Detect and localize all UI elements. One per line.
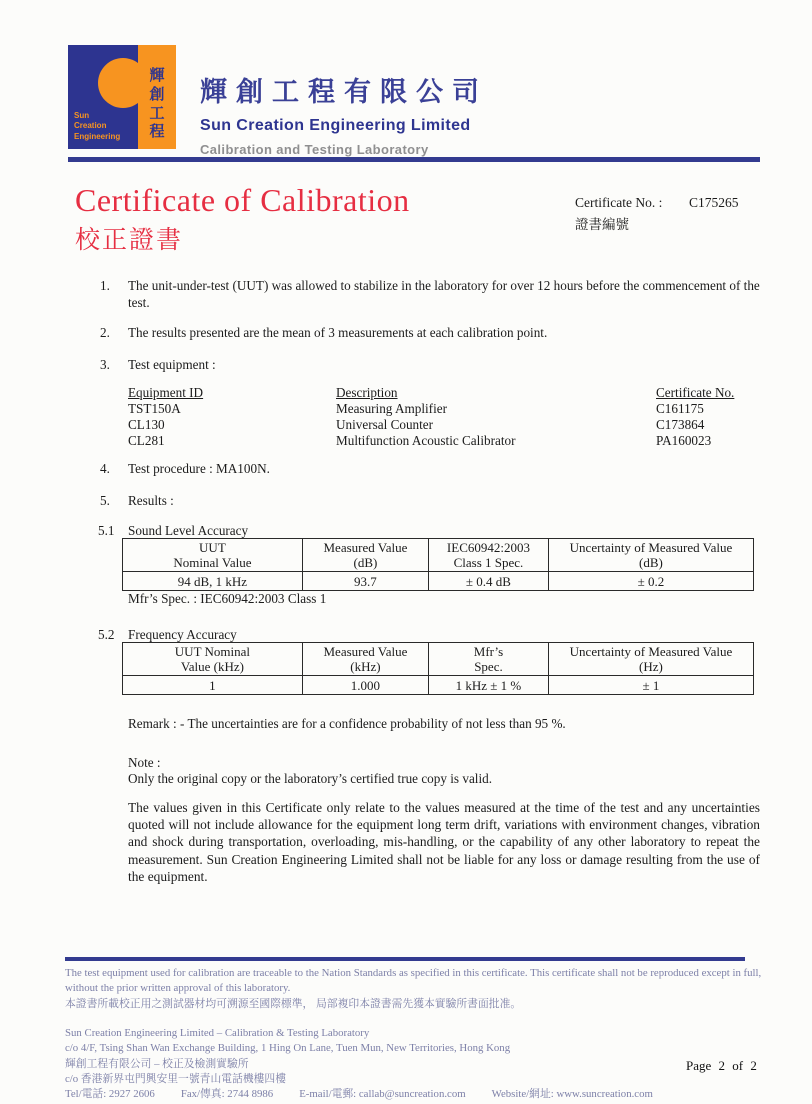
certificate-number-label-chinese: 證書編號 (575, 216, 629, 232)
equipment-table (128, 385, 760, 449)
item-text: Results : (128, 493, 174, 508)
col-header: Class 1 Spec. (453, 555, 524, 570)
item-number: 3. (100, 357, 110, 372)
equipment-description: Multifunction Acoustic Calibrator (336, 433, 516, 448)
company-logo (68, 45, 176, 149)
col-header: Nominal Value (173, 555, 252, 570)
equipment-col-header: Certificate No. (656, 385, 735, 400)
lab-address-chinese: c/o 香港新界屯門興安里一號青山電話機樓四樓 (65, 1072, 287, 1085)
col-header: Uncertainty of Measured Value (569, 540, 733, 555)
col-header: IEC60942:2003 (446, 540, 530, 555)
logo-tagline-line: Creation (74, 121, 107, 131)
equipment-id: TST150A (128, 401, 181, 416)
page-footer (65, 966, 789, 1103)
equipment-cert-no: C173864 (656, 417, 705, 432)
website-url: Website/網址: www.suncreation.com (491, 1088, 653, 1101)
col-header: Value (kHz) (180, 659, 244, 674)
lab-name-english: Sun Creation Engineering Limited – Calibration & Testing Laboratory (65, 1026, 370, 1039)
equipment-id: CL130 (128, 417, 165, 432)
section-number: 5.2 (98, 627, 115, 642)
equipment-col-header: Description (336, 385, 398, 400)
col-header: UUT Nominal (174, 644, 251, 659)
measured-value: 1.000 (302, 676, 428, 695)
list-item (100, 357, 760, 374)
table-data-row (123, 572, 754, 591)
col-header: (Hz) (639, 659, 663, 674)
item-text: Test procedure : MA100N. (128, 461, 270, 476)
logo-vertical-name (138, 67, 176, 142)
page-number: Page 2 of 2 (686, 1058, 757, 1073)
company-header (200, 70, 488, 157)
note-label: Note : (128, 755, 161, 770)
list-item (100, 493, 760, 510)
col-header: Measured Value (323, 540, 408, 555)
company-name-english: Sun Creation Engineering Limited (200, 117, 471, 134)
col-header: UUT (199, 540, 226, 555)
logo-tagline (74, 111, 120, 142)
certificate-number-label: Certificate No. : (575, 195, 663, 210)
section-5-1-heading (98, 523, 248, 539)
item-number: 2. (100, 325, 110, 340)
section-number: 5.1 (98, 523, 115, 538)
col-header: Uncertainty of Measured Value (569, 644, 733, 659)
contact-row (65, 1087, 789, 1102)
equipment-row (128, 433, 760, 449)
note-line: Only the original copy or the laboratory’s certified true copy is valid. (128, 771, 493, 786)
list-item (100, 325, 760, 342)
footer-divider-bar (65, 957, 745, 961)
col-header: Measured Value (323, 644, 408, 659)
item-number: 1. (100, 278, 110, 293)
measured-value: 93.7 (302, 572, 428, 591)
fax-number: Fax/傳真: 2744 8986 (180, 1088, 274, 1101)
certificate-number-value: C175265 (689, 195, 739, 210)
traceability-statement-english: The test equipment used for calibration are traceable to the Nation Standards as specified in this certificate. This certificate shall not be reproduced except in full, without the prior written approval of this laboratory. (65, 967, 762, 995)
spec-value: 1 kHz ± 1 % (429, 676, 549, 695)
header-divider-bar (68, 157, 760, 162)
item-number: 5. (100, 493, 110, 508)
mfr-spec-note: Mfr’s Spec. : IEC60942:2003 Class 1 (128, 591, 327, 606)
equipment-col-header: Equipment ID (128, 385, 204, 400)
equipment-header-row (128, 385, 760, 401)
certificate-title-english: Certificate of Calibration (75, 182, 410, 218)
logo-vert-char: 工 (149, 104, 165, 122)
col-header: (kHz) (350, 659, 381, 674)
table-header-row (123, 643, 754, 676)
section-5-2-heading (98, 627, 237, 643)
equipment-row (128, 401, 760, 417)
certificate-title-chinese: 校正證書 (75, 227, 184, 254)
col-header: (dB) (353, 555, 378, 570)
email-address: E-mail/電郵: callab@suncreation.com (299, 1088, 466, 1101)
item-text: The unit-under-test (UUT) was allowed to stabilize in the laboratory for over 12 hours before the commencement of the test. (128, 278, 760, 310)
logo-vert-char: 輝 (149, 67, 165, 84)
equipment-description: Measuring Amplifier (336, 401, 447, 416)
equipment-id: CL281 (128, 433, 165, 448)
table-data-row (123, 676, 754, 695)
traceability-statement-chinese: 本證書所載校正用之測試器材均可溯源至國際標準， 局部複印本證書需先獲本實驗所書面批准。 (65, 997, 522, 1010)
lab-name-chinese: 輝創工程有限公司 – 校正及檢測實驗所 (65, 1057, 249, 1070)
lab-address-english: c/o 4/F, Tsing Shan Wan Exchange Building, 1 Hing On Lane, Tuen Mun, New Territories, Hong Kong (65, 1042, 511, 1055)
col-header: Spec. (474, 659, 503, 674)
item-number: 4. (100, 461, 110, 476)
uut-nominal-value: 94 dB, 1 kHz (123, 572, 303, 591)
uut-nominal-value: 1 (123, 676, 303, 695)
table-header-row (123, 539, 754, 572)
disclaimer-paragraph: The values given in this Certificate only relate to the values measured at the time of the test and any uncertainties quoted will not include allowance for the equipment long term drift, variations with environment changes, vibration and shock during transportation, overloading, mis-handling, or the capability of any other laboratory to repeat the measurement. Sun Creation Engineering Limited shall not be liable for any loss or damage resulting from the use of the equipment. (128, 800, 760, 884)
col-header: Mfr’s (473, 644, 504, 659)
list-item (100, 461, 760, 478)
remark-line: Remark : - The uncertainties are for a confidence probability of not less than 95 %. (128, 716, 566, 731)
list-item (100, 278, 760, 311)
section-title: Sound Level Accuracy (128, 523, 249, 538)
spec-value: ± 0.4 dB (429, 572, 549, 591)
company-name-chinese: 輝創工程有限公司 (200, 77, 488, 107)
col-header: (dB) (639, 555, 663, 570)
equipment-cert-no: C161175 (656, 401, 704, 416)
sound-level-accuracy-table (122, 538, 754, 591)
equipment-row (128, 417, 760, 433)
logo-vert-char: 程 (149, 123, 165, 141)
equipment-cert-no: PA160023 (656, 433, 712, 448)
item-text: Test equipment : (128, 357, 216, 372)
frequency-accuracy-table (122, 642, 754, 695)
phone-number: Tel/電話: 2927 2606 (65, 1088, 155, 1101)
uncertainty-value: ± 1 (548, 676, 753, 695)
uncertainty-value: ± 0.2 (548, 572, 753, 591)
logo-tagline-line: Engineering (74, 131, 121, 141)
department-name: Calibration and Testing Laboratory (200, 142, 429, 157)
logo-tagline-line: Sun (74, 110, 90, 120)
item-text: The results presented are the mean of 3 measurements at each calibration point. (128, 325, 548, 340)
section-title: Frequency Accuracy (128, 627, 237, 642)
logo-vert-char: 創 (149, 85, 165, 103)
equipment-description: Universal Counter (336, 417, 434, 432)
certificate-number-block (575, 192, 739, 235)
